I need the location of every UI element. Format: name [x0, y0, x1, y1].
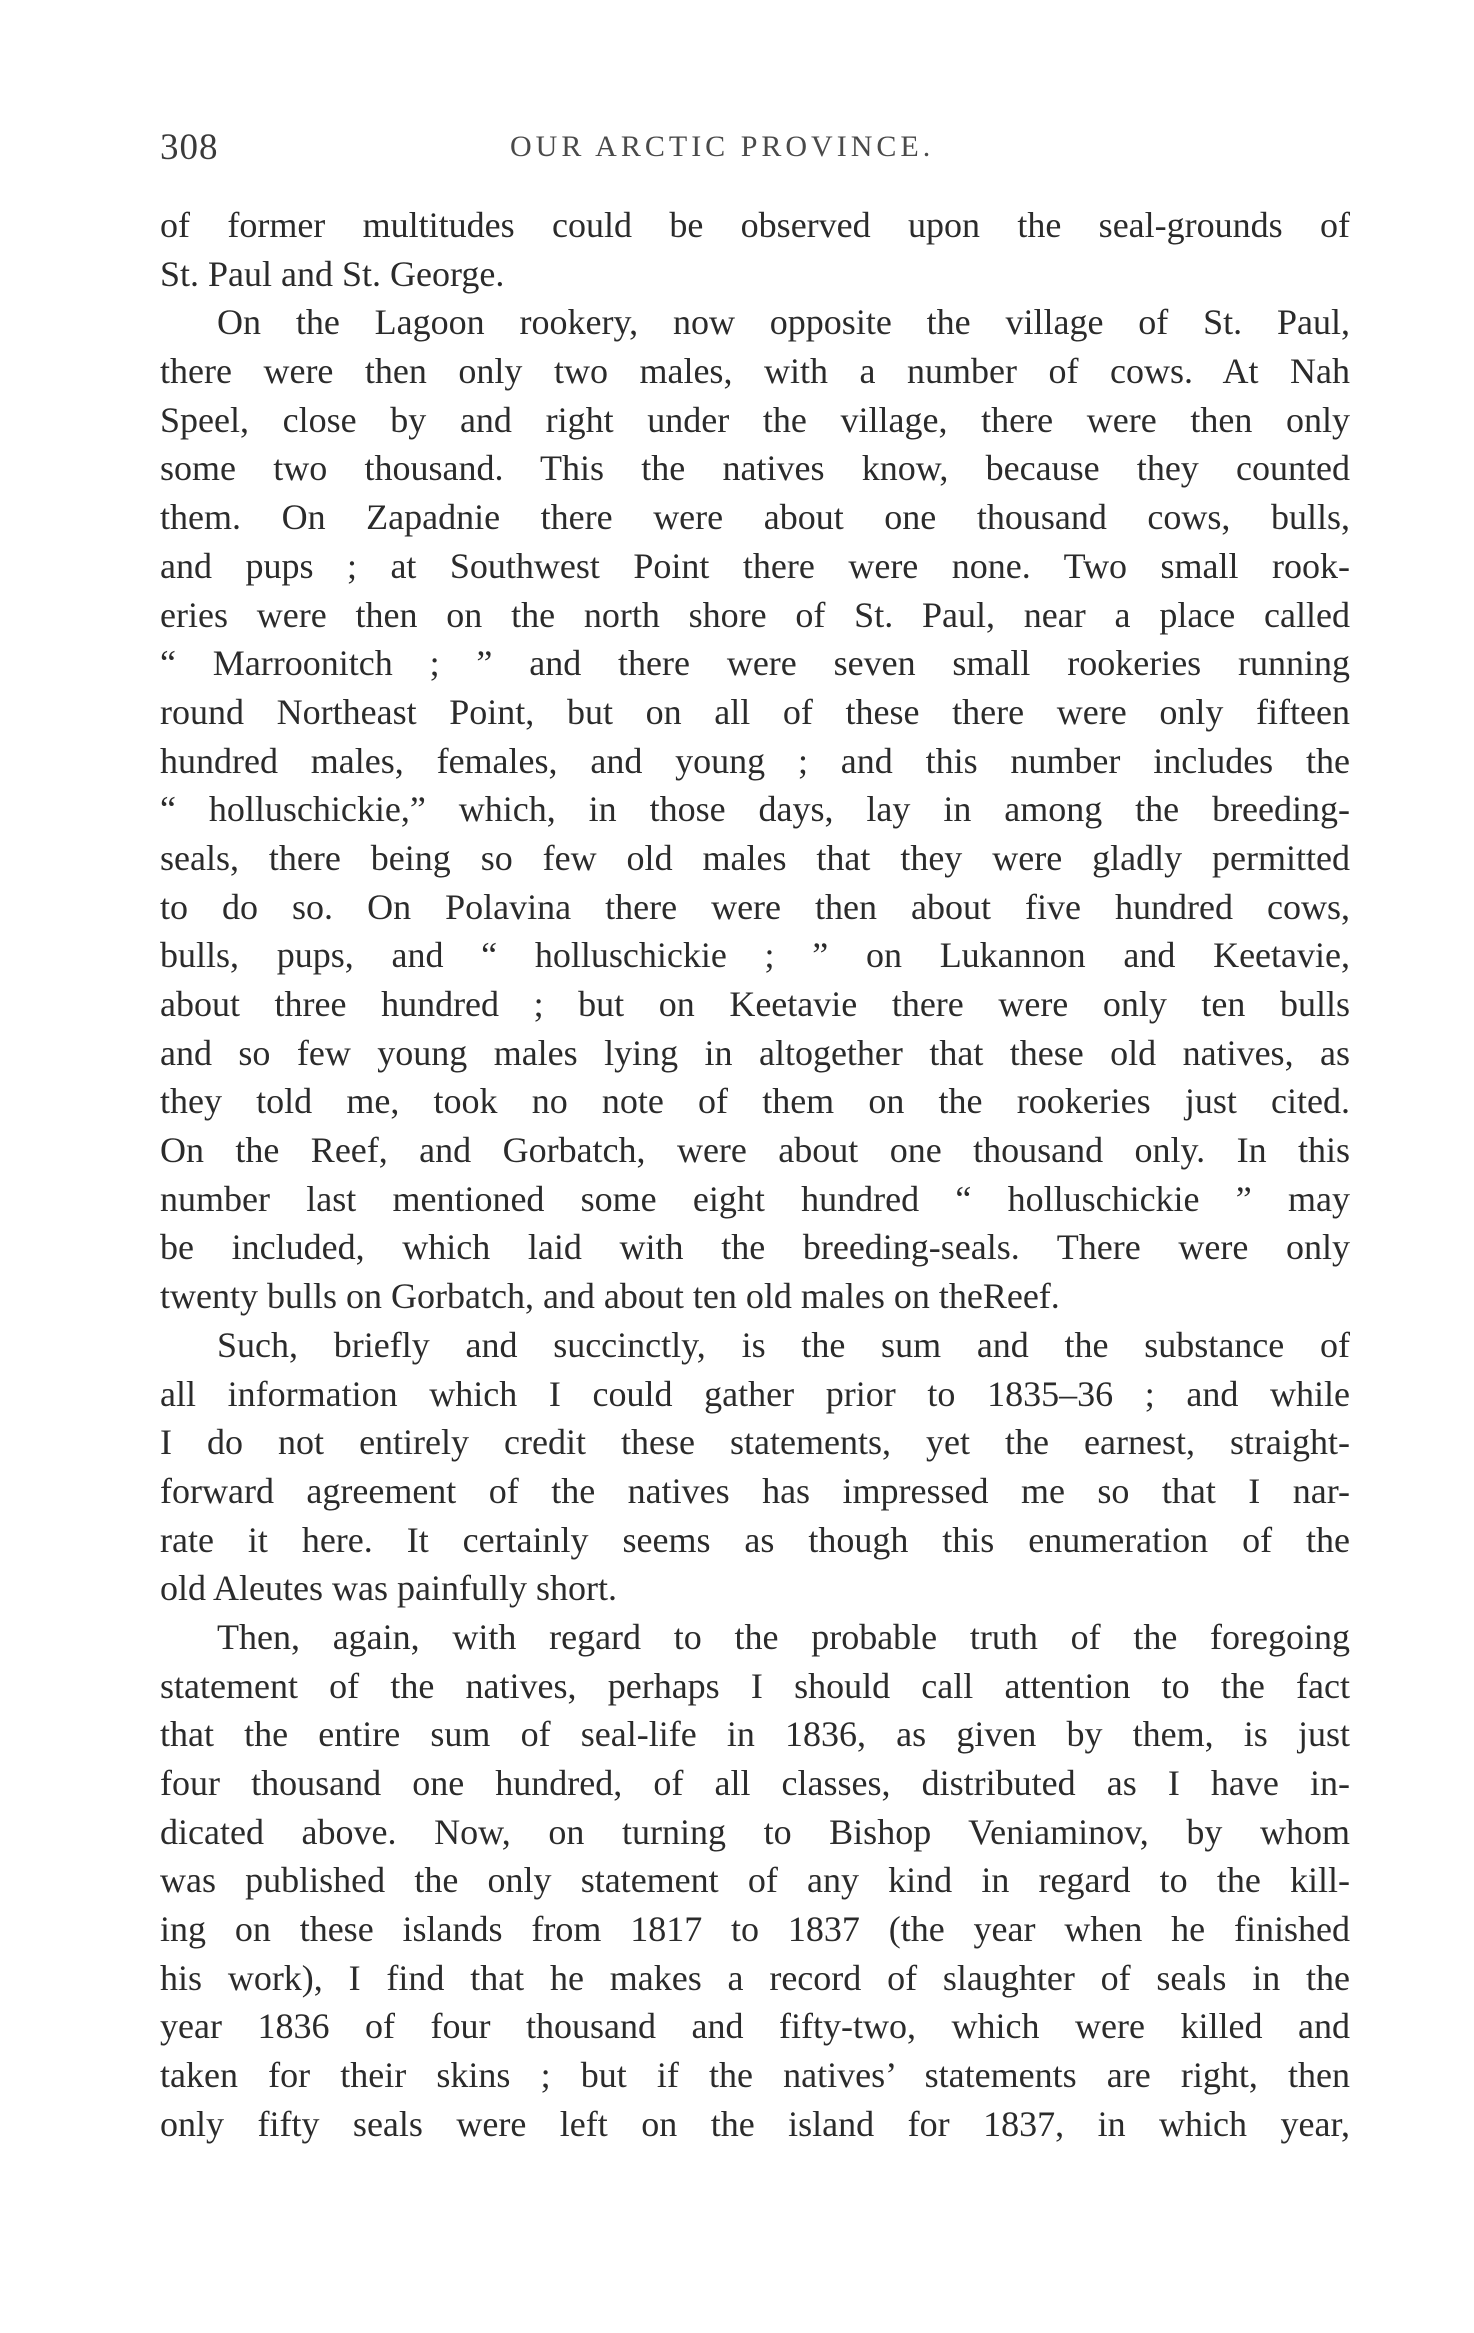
text-line: “ Marroonitch ; ” and there were seven small rookeries running — [160, 643, 1350, 684]
text-line: St. Paul and St. George. — [160, 253, 505, 294]
text-line: only fifty seals were left on the island for 1837, in which year, — [160, 2103, 1350, 2144]
text-line: them. On Zapadnie there were about one thousand cows, bulls, — [160, 497, 1350, 538]
text-line: old Aleutes was painfully short. — [160, 1568, 617, 1609]
text-line: four thousand one hundred, of all classes, distributed as I have in- — [160, 1763, 1350, 1803]
text-line: ing on these islands from 1817 to 1837 (the year when he finished — [160, 1909, 1350, 1950]
text-line: round Northeast Point, but on all of these there were only fifteen — [160, 691, 1350, 732]
text-line: Speel, close by and right under the village, there were then only — [160, 399, 1350, 440]
text-line: I do not entirely credit these statements, yet the earnest, straight- — [160, 1422, 1350, 1463]
text-line: that the entire sum of seal-life in 1836, as given by them, is just — [160, 1714, 1350, 1755]
text-line: they told me, took no note of them on the rookeries just cited. — [160, 1081, 1350, 1122]
text-line: twenty bulls on Gorbatch, and about ten old males on theReef. — [160, 1276, 1060, 1317]
text-line: taken for their skins ; but if the natives’ statements are right, then — [160, 2055, 1350, 2096]
text-line: Then, again, with regard to the probable truth of the foregoing — [217, 1616, 1350, 1657]
text-line: On the Lagoon rookery, now opposite the village of St. Paul, — [217, 302, 1350, 343]
text-line: bulls, pups, and “ holluschickie ; ” on Lukannon and Keetavie, — [160, 935, 1350, 976]
text-line: On the Reef, and Gorbatch, were about one thousand only. In this — [160, 1130, 1350, 1171]
text-line: rate it here. It certainly seems as though this enumeration of the — [160, 1519, 1350, 1560]
text-line: year 1836 of four thousand and fifty-two, which were killed and — [160, 2006, 1350, 2047]
text-line: dicated above. Now, on turning to Bishop Veniaminov, by whom — [160, 1811, 1350, 1852]
text-line: was published the only statement of any kind in regard to the kill- — [160, 1860, 1350, 1901]
running-head — [160, 126, 1350, 186]
text-line: eries were then on the north shore of St. Paul, near a place called — [160, 594, 1350, 635]
body-text — [160, 201, 1350, 2149]
page-number: 308 — [160, 127, 219, 168]
text-line: Such, briefly and succinctly, is the sum and the substance of — [217, 1324, 1350, 1365]
text-line: number last mentioned some eight hundred “ holluschickie ” may — [160, 1178, 1350, 1219]
text-line: statement of the natives, perhaps I should call attention to the fact — [160, 1665, 1350, 1706]
text-line: his work), I find that he makes a record of slaughter of seals in the — [160, 1957, 1350, 1998]
text-line: to do so. On Polavina there were then about five hundred cows, — [160, 886, 1350, 927]
text-line: forward agreement of the natives has impressed me so that I nar- — [160, 1470, 1350, 1511]
text-line: all information which I could gather prior to 1835–36 ; and while — [160, 1373, 1350, 1414]
text-line: hundred males, females, and young ; and this number includes the — [160, 740, 1350, 781]
text-line: about three hundred ; but on Keetavie there were only ten bulls — [160, 984, 1350, 1024]
text-line: there were then only two males, with a number of cows. At Nah — [160, 351, 1350, 392]
text-line: “ holluschickie,” which, in those days, lay in among the breeding- — [160, 789, 1350, 830]
text-line: and pups ; at Southwest Point there were none. Two small rook- — [160, 545, 1350, 586]
text-line: some two thousand. This the natives know, because they counted — [160, 448, 1350, 489]
running-title: OUR ARCTIC PROVINCE. — [510, 130, 935, 163]
text-line: seals, there being so few old males that they were gladly permitted — [160, 837, 1350, 878]
text-line: be included, which laid with the breeding-seals. There were only — [160, 1227, 1350, 1268]
text-line: and so few young males lying in altogether that these old natives, as — [160, 1032, 1350, 1073]
text-line: of former multitudes could be observed upon the seal-grounds of — [160, 205, 1350, 245]
